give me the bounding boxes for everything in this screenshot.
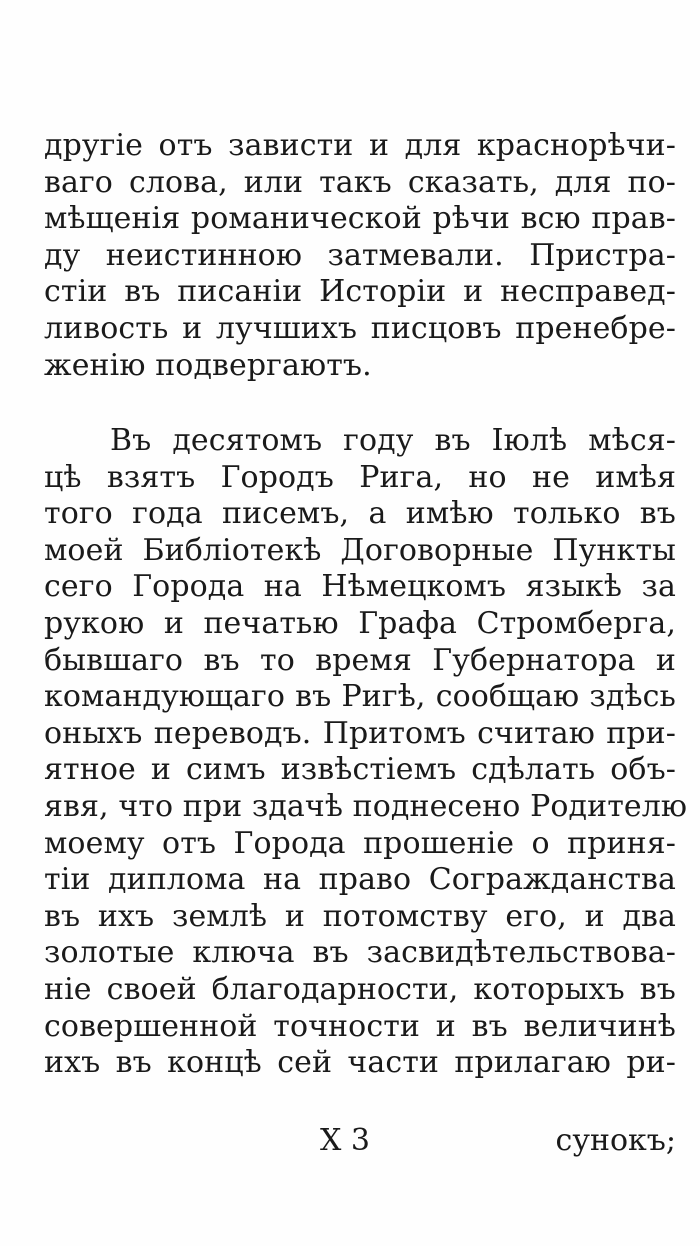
text-line: тіи диплома на право Согражданства (44, 862, 676, 898)
paragraph-1 (44, 128, 676, 384)
text-line: того года писемъ, а имѣю только въ (44, 496, 676, 532)
text-line: ливость и лучшихъ писцовъ пренебре- (44, 310, 676, 346)
text-line: моему отъ Города прошеніе о приня- (44, 825, 676, 861)
text-line: командующаго въ Ригѣ, сообщаю здѣсь (44, 679, 676, 715)
text-line: оныхъ переводъ. Притомъ считаю при- (44, 715, 676, 751)
text-line: ніе своей благодарности, которыхъ въ (44, 971, 676, 1007)
paragraph-2 (44, 423, 688, 1082)
text-line: золотые ключа въ засвидѣтельствова- (44, 935, 676, 971)
text-line: стіи въ писаніи Исторіи и несправед- (44, 274, 676, 310)
text-line: бывшаго въ то время Губернатора и (44, 642, 676, 678)
page-footer (44, 1123, 676, 1167)
text-line: въ ихъ землѣ и потомству его, и два (44, 898, 676, 934)
text-line: сего Города на Нѣмецкомъ языкѣ за (44, 569, 676, 605)
text-line: ваго слова, или такъ сказать, для по- (44, 164, 676, 200)
text-line: ихъ въ концѣ сей части прилагаю ри- (44, 1045, 676, 1081)
text-line: ду неистинною затмевали. Пристра- (44, 237, 676, 273)
signature-mark: Х 3 (320, 1123, 370, 1158)
text-line: женію подвергаютъ. (44, 347, 372, 383)
text-line: цѣ взятъ Городъ Рига, но не имѣя (44, 459, 676, 495)
catchword: сунокъ; (555, 1123, 676, 1158)
text-line: моей Библіотекѣ Договорные Пункты (44, 532, 676, 568)
text-line: мѣщенія романической рѣчи всю прав- (44, 201, 676, 237)
text-line: другіе отъ зависти и для краснорѣчи- (44, 128, 676, 163)
text-line: Въ десятомъ году въ Іюлѣ мѣся- (110, 423, 676, 458)
text-line: явя, что при здачѣ поднесено Родителю (44, 788, 688, 824)
text-line: ятное и симъ извѣстіемъ сдѣлать объ- (44, 752, 676, 788)
text-line: рукою и печатью Графа Стромберга, (44, 605, 676, 641)
text-line: совершенной точности и въ величинѣ (44, 1008, 676, 1044)
